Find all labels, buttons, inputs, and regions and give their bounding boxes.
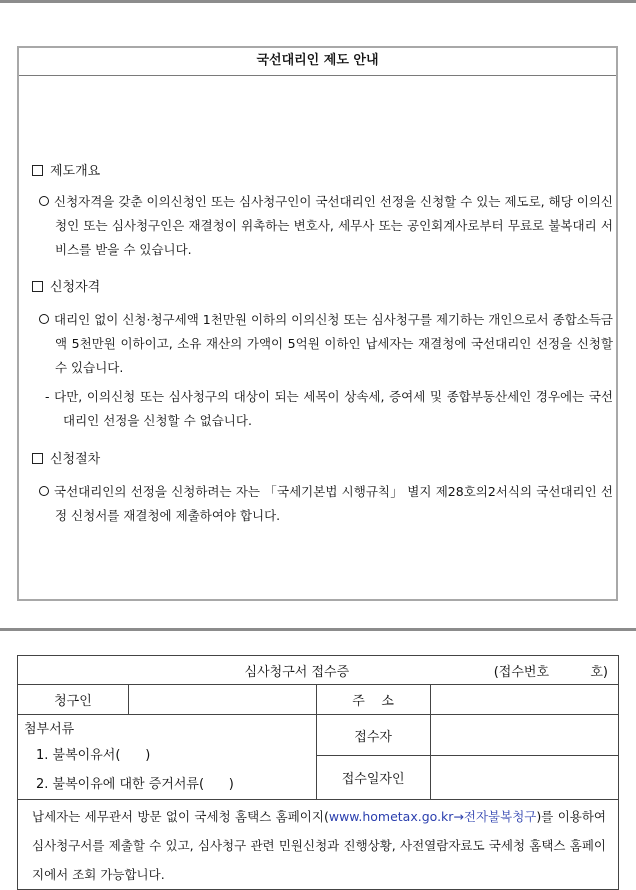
notice-title: 국선대리인 제도 안내 <box>19 48 616 76</box>
square-bullet-icon <box>32 281 43 292</box>
circle-bullet-icon <box>39 196 49 206</box>
attachments-row <box>18 715 619 756</box>
receipt-footer: 납세자는 세무관서 방문 없이 국세청 홈택스 홈페이지(www.hometax.go.kr→전자불복청구)를 이용하여 심사청구서를 제출할 수 있고, 심사청구 관련 민원신청과 진행상황, 사전열람자료도 국세청 홈택스 홈페이지에서 조회 가능합니다. <box>18 800 619 890</box>
attachments-label: 첨부서류 <box>24 722 75 737</box>
attachment-item: 2. 불복이유에 대한 증거서류( ) <box>36 777 234 792</box>
address-label: 주 소 <box>316 685 430 715</box>
section-heading-text: 제도개요 <box>50 164 101 179</box>
top-rule <box>0 0 636 3</box>
receipt-table <box>17 655 619 890</box>
received-date-label: 접수일자인 <box>316 756 430 800</box>
section-heading-eligibility <box>32 276 100 295</box>
square-bullet-icon <box>32 165 43 176</box>
address-field[interactable] <box>430 685 618 715</box>
attachments-cell <box>18 715 317 800</box>
footer-row <box>18 800 619 890</box>
paragraph-text: 대리인 없이 신청·청구세액 1천만원 이하의 이의신청 또는 심사청구를 제기하는 개인으로서 종합소득금액 5천만원 이하이고, 소유 재산의 가액이 5억원 이하인 납세자는 재결청에 국선대리인 선정을 신청할 수 있습니다. <box>54 312 613 375</box>
paragraph-exception: - 다만, 이의신청 또는 심사청구의 대상이 되는 세목이 상속세, 증여세 및 종합부동산세인 경우에는 국선대리인 선정을 신청할 수 없습니다. <box>45 389 613 428</box>
receiver-label: 접수자 <box>316 715 430 756</box>
paragraph-procedure <box>39 480 613 528</box>
paragraph-overview <box>39 190 613 262</box>
circle-bullet-icon <box>39 314 49 324</box>
paragraph-text: 신청자격을 갖춘 이의신청인 또는 심사청구인이 국선대리인 선정을 신청할 수 있는 제도로, 해당 이의신청인 또는 심사청구인은 재결청이 위촉하는 변호사, 세무사 또는 공인회계사로부터 무료로 불복대리 서비스를 받을 수 있습니다. <box>54 194 613 257</box>
claimant-row <box>18 685 619 715</box>
receipt-number: (접수번호 호) <box>493 664 608 680</box>
section-heading-text: 신청자격 <box>50 280 101 295</box>
section-heading-text: 신청절차 <box>50 452 101 467</box>
paragraph-text: 국선대리인의 선정을 신청하려는 자는 「국세기본법 시행규칙」 별지 제28호의2서식의 국선대리인 선정 신청서를 재결청에 제출하여야 합니다. <box>54 484 613 523</box>
attachment-item: 1. 불복이유서( ) <box>36 748 151 763</box>
claimant-label: 청구인 <box>18 685 129 715</box>
receipt-title-row <box>18 656 619 685</box>
square-bullet-icon <box>32 453 43 464</box>
circle-bullet-icon <box>39 486 49 496</box>
paragraph-eligibility <box>39 308 613 380</box>
hometax-link[interactable]: www.hometax.go.kr→전자불복청구 <box>328 809 537 824</box>
received-date-field[interactable] <box>430 756 618 800</box>
claimant-field[interactable] <box>128 685 316 715</box>
section-heading-procedure <box>32 448 100 467</box>
receipt-title: 심사청구서 접수증 <box>244 664 350 680</box>
section-heading-overview <box>32 160 100 179</box>
notice-box <box>17 46 618 601</box>
receiver-field[interactable] <box>430 715 618 756</box>
middle-rule <box>0 628 636 631</box>
